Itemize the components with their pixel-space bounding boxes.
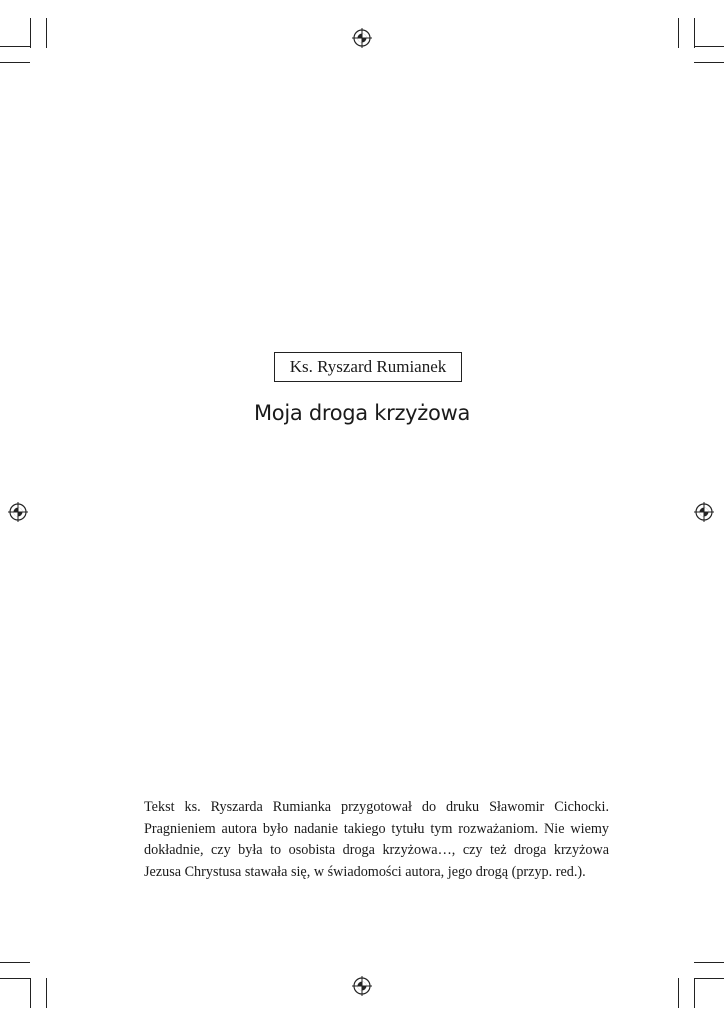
crop-mark-icon (694, 62, 724, 63)
editorial-note (144, 797, 609, 883)
crop-mark-icon (694, 46, 724, 47)
crop-mark-icon (0, 962, 30, 963)
crop-mark-icon (0, 62, 30, 63)
crop-mark-icon (30, 18, 31, 48)
crop-mark-icon (694, 978, 695, 1008)
crop-mark-icon (0, 978, 30, 979)
editorial-note-line: Tekst ks. Ryszarda Rumianka przygotował do druku Sławomir Cichocki. (144, 799, 609, 815)
crop-mark-icon (30, 978, 31, 1008)
crop-mark-icon (694, 962, 724, 963)
crop-mark-icon (46, 18, 47, 48)
editorial-note-line: dokładnie, czy była to osobista droga krzyżowa…, czy też droga krzyżowa (144, 842, 609, 858)
editorial-note-line: Pragnieniem autora było nadanie takiego tytułu tym rozważaniom. Nie wiemy (144, 820, 609, 837)
registration-target-icon (8, 502, 28, 522)
crop-mark-icon (694, 18, 695, 48)
crop-mark-icon (694, 978, 724, 979)
editorial-note-line: Jezusa Chrystusa stawała się, w świadomości autora, jego drogą (przyp. red.). (144, 863, 586, 880)
crop-mark-icon (46, 978, 47, 1008)
registration-target-icon (694, 502, 714, 522)
page-title: Moja droga krzyżowa (253, 401, 471, 425)
crop-mark-icon (678, 18, 679, 48)
registration-target-icon (352, 28, 372, 48)
crop-mark-icon (0, 46, 30, 47)
registration-target-icon (352, 976, 372, 996)
author-name: Ks. Ryszard Rumianek (274, 352, 462, 382)
crop-mark-icon (678, 978, 679, 1008)
